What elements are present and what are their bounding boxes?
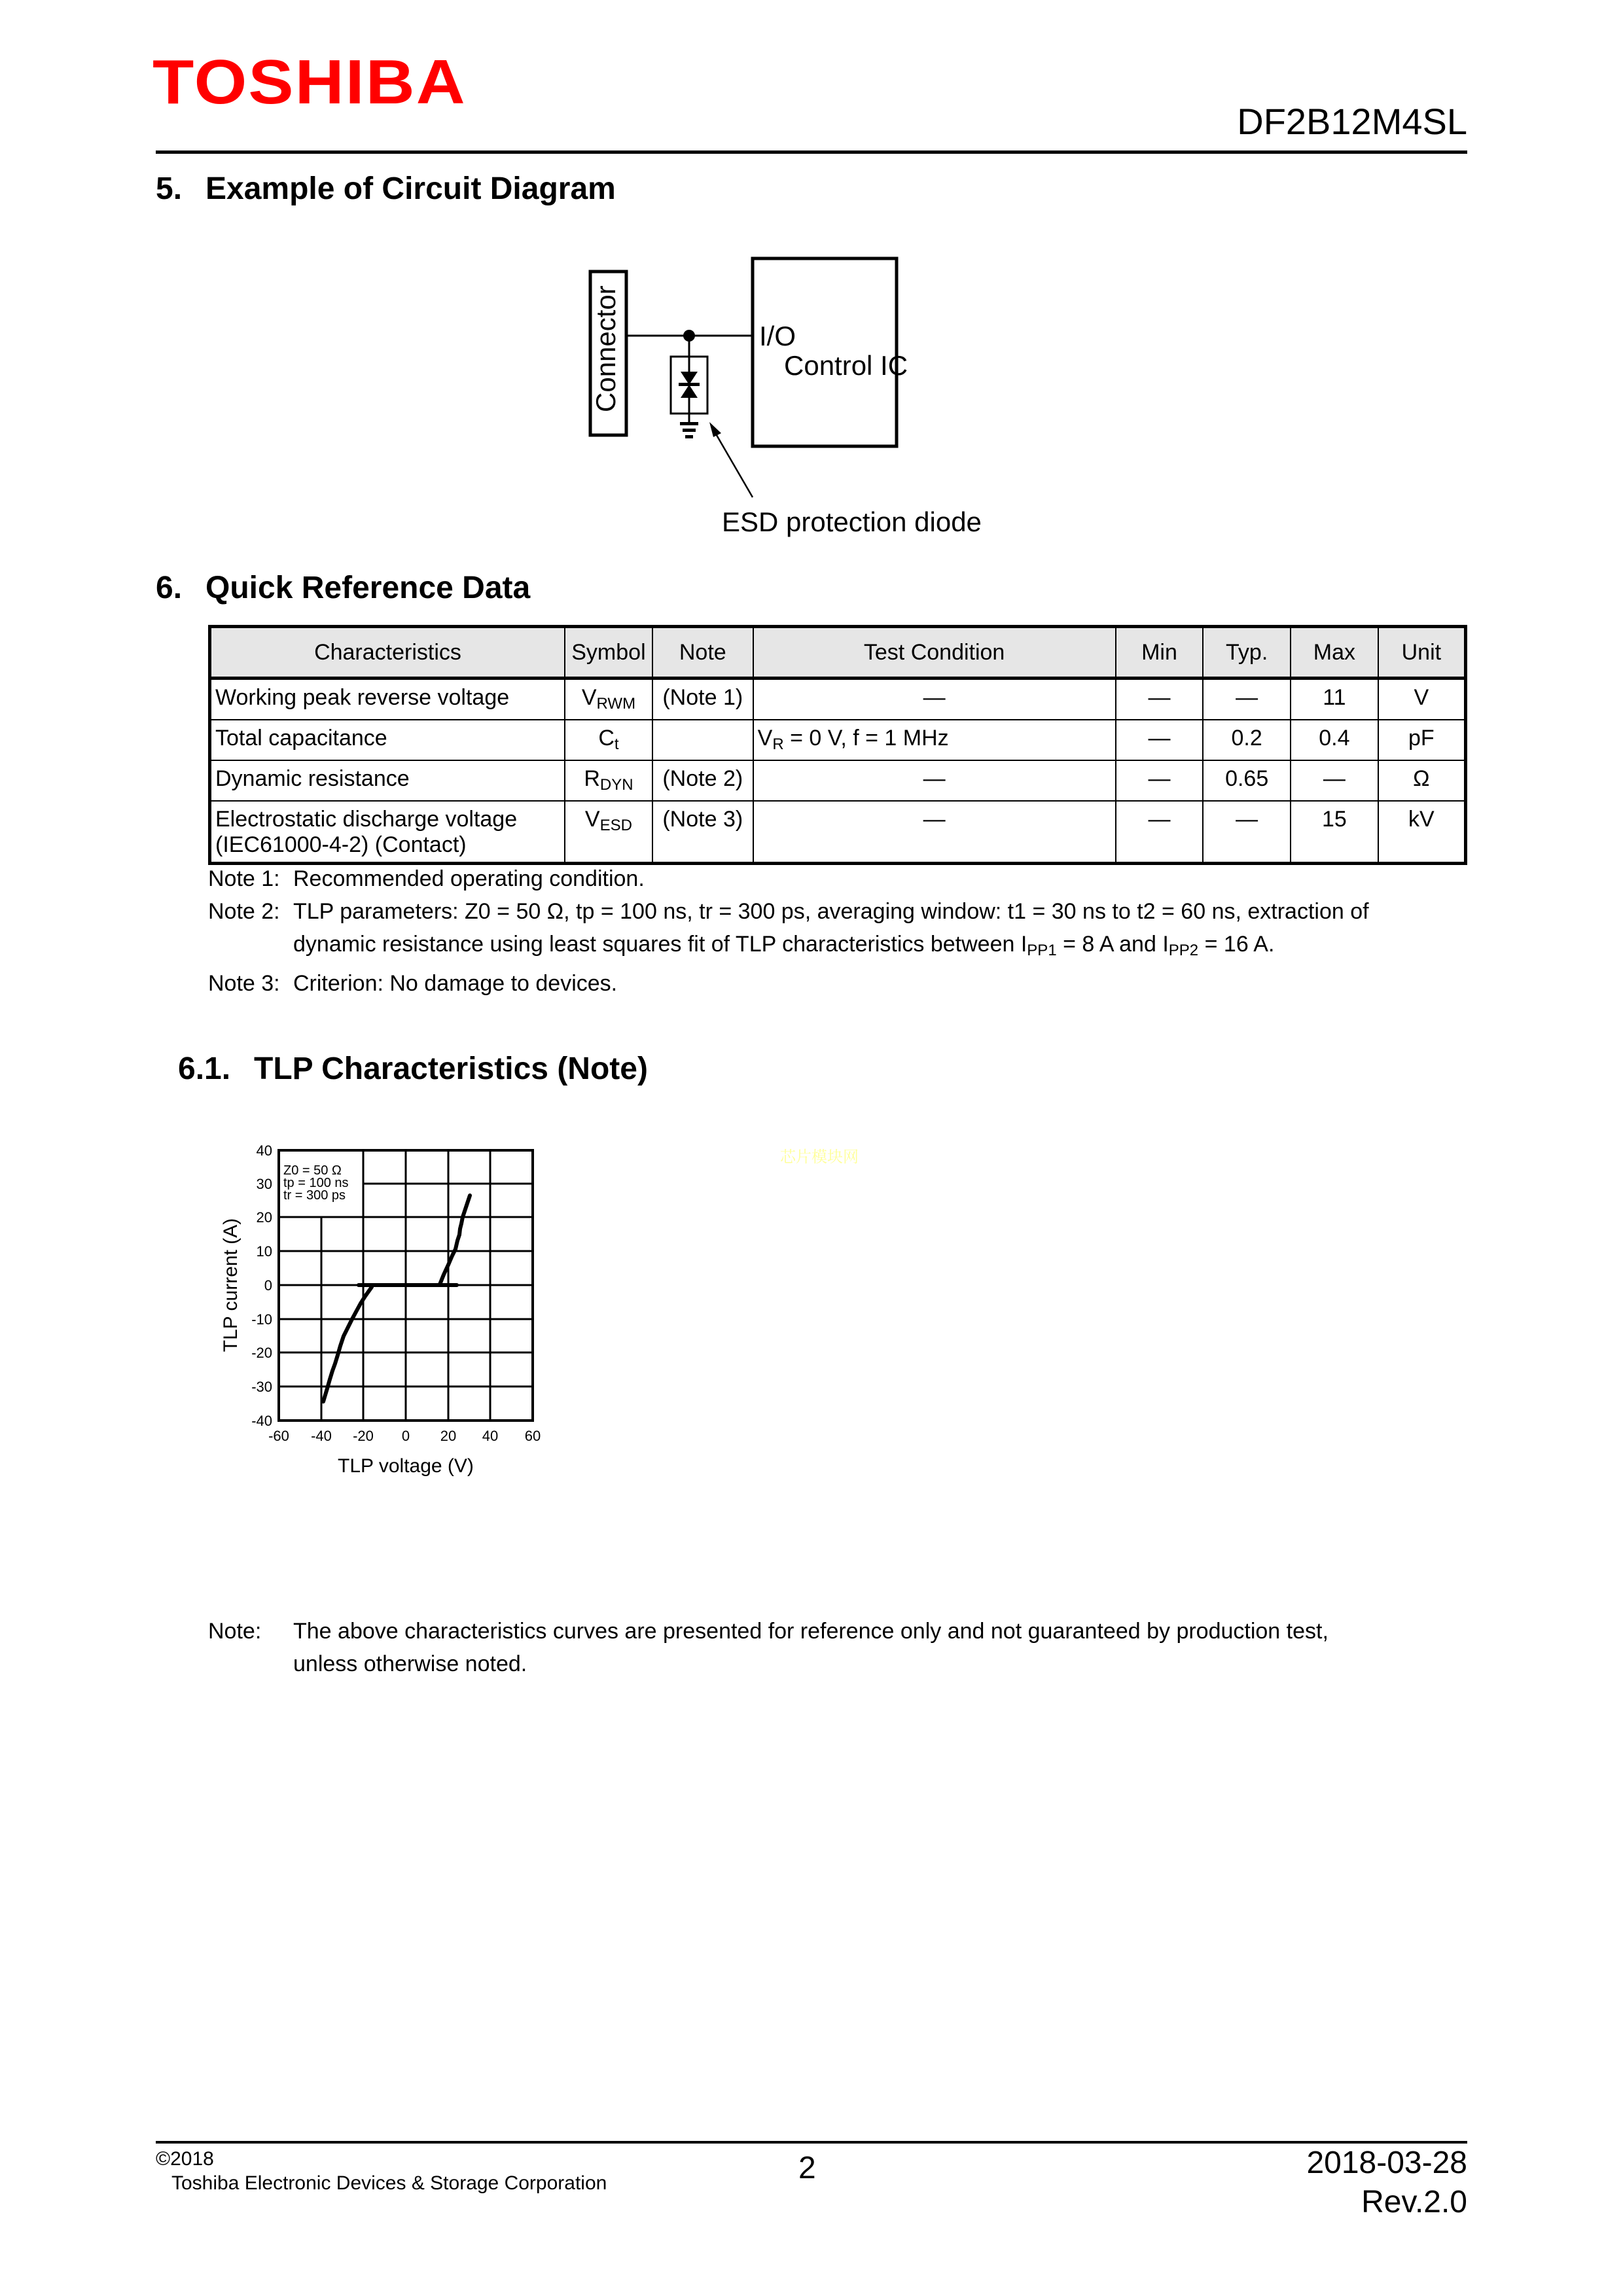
typ-cell: — (1203, 801, 1291, 864)
y-tick-labels (251, 1142, 272, 1429)
page-number: 2 (798, 2151, 816, 2185)
max-cell: — (1291, 760, 1378, 801)
svg-text:20: 20 (256, 1209, 272, 1226)
note-cell (652, 720, 753, 760)
section-number: 6.1. (178, 1051, 231, 1086)
svg-text:-40: -40 (251, 1413, 272, 1429)
quick-reference-table (208, 625, 1467, 865)
section-title: Example of Circuit Diagram (205, 171, 616, 206)
characteristic-cell: Working peak reverse voltage (210, 679, 565, 720)
x-tick-labels (268, 1428, 541, 1444)
series-positive (440, 1195, 470, 1284)
note-cell: (Note 1) (652, 679, 753, 720)
series-negative (323, 1287, 372, 1402)
svg-text:40: 40 (256, 1142, 272, 1159)
section-6-heading (156, 573, 530, 604)
table-row (210, 720, 1466, 760)
svg-text:20: 20 (440, 1428, 457, 1444)
unit-cell: V (1378, 679, 1466, 720)
svg-text:-20: -20 (353, 1428, 374, 1444)
column-header: Symbol (565, 627, 652, 679)
chart-annotation (283, 1163, 349, 1203)
x-axis-label: TLP voltage (V) (338, 1455, 474, 1477)
condition-cell: $V_R = 0$ V, f = 1 MHz (753, 720, 1116, 760)
bidirectional-diode-icon (679, 372, 700, 398)
table-row (210, 679, 1466, 720)
note-3: Note 3: Criterion: No damage to devices. (208, 971, 618, 996)
tlp-characteristics-chart (216, 1125, 772, 1597)
svg-text:tr = 300 ps: tr = 300 ps (283, 1188, 346, 1203)
svg-text:0: 0 (264, 1277, 272, 1294)
unit-cell: pF (1378, 720, 1466, 760)
svg-text:tp = 100 ns: tp = 100 ns (283, 1176, 349, 1190)
svg-text:-10: -10 (251, 1311, 272, 1328)
svg-text:60: 60 (524, 1428, 541, 1444)
footnote-text-continued: unless otherwise noted. (293, 1651, 527, 1676)
arrow-head-icon (709, 422, 721, 437)
column-header: Max (1291, 627, 1378, 679)
section-title: TLP Characteristics (Note) (254, 1051, 648, 1086)
company-name: Toshiba Electronic Devices & Storage Corporation (171, 2172, 607, 2194)
unit-cell: Ω (1378, 760, 1466, 801)
y-axis-label: TLP current (A) (220, 1218, 241, 1352)
header-divider (156, 150, 1467, 154)
max-cell: 15 (1291, 801, 1378, 864)
note-1: Note 1: Recommended operating condition. (208, 866, 645, 891)
symbol-cell: $R_{DYN}$ (565, 760, 652, 801)
column-header: Test Condition (753, 627, 1116, 679)
section-6-1-heading (178, 1053, 648, 1085)
document-date: 2018-03-28 (1306, 2146, 1467, 2180)
column-header: Characteristics (210, 627, 565, 679)
chart-footnote (208, 1615, 1471, 1680)
symbol-cell: $V_{RWM}$ (565, 679, 652, 720)
svg-text:-30: -30 (251, 1379, 272, 1395)
io-label: I/O (759, 321, 796, 351)
unit-cell: kV (1378, 801, 1466, 864)
column-header: Unit (1378, 627, 1466, 679)
max-cell: 0.4 (1291, 720, 1378, 760)
table-row (210, 760, 1466, 801)
section-5-heading (156, 173, 616, 205)
min-cell: — (1116, 760, 1204, 801)
note-2: Note 2: TLP parameters: Z0 = 50 Ω, tp = 100 ns, tr = 300 ps, averaging window: t1 = 30 ns to t2 = 60 ns, extraction of (208, 899, 1369, 924)
typ-cell: 0.65 (1203, 760, 1291, 801)
arrow-line (712, 427, 753, 497)
column-header: Typ. (1203, 627, 1291, 679)
revision: Rev.2.0 (1361, 2185, 1467, 2219)
section-title: Quick Reference Data (205, 571, 531, 605)
control-ic-label: Control IC (784, 350, 908, 381)
svg-text:30: 30 (256, 1176, 272, 1192)
footnote-label: Note: (208, 1619, 262, 1644)
table-header-row (210, 627, 1466, 679)
section-number: 5. (156, 171, 183, 206)
note-cell: (Note 3) (652, 801, 753, 864)
part-number: DF2B12M4SL (1237, 101, 1467, 142)
table-notes (208, 862, 1471, 1000)
circuit-diagram (576, 242, 1113, 556)
watermark: 芯片模块网 (780, 1148, 859, 1166)
svg-text:Z0 = 50 Ω: Z0 = 50 Ω (283, 1163, 342, 1178)
footer-divider (156, 2141, 1467, 2144)
symbol-cell: $C_t$ (565, 720, 652, 760)
note-2-continued: dynamic resistance using least squares fit of TLP characteristics between $I_{PP1} = 8$ A and $I_{PP2} = 16$ A. (293, 932, 1275, 959)
symbol-cell: $V_{ESD}$ (565, 801, 652, 864)
svg-text:-40: -40 (311, 1428, 332, 1444)
footnote-text: The above characteristics curves are presented for reference only and not guaranteed by production test, (293, 1619, 1329, 1644)
connector-label: Connector (590, 285, 621, 412)
note-cell: (Note 2) (652, 760, 753, 801)
svg-text:-60: -60 (268, 1428, 289, 1444)
condition-cell: — (753, 801, 1116, 864)
svg-text:40: 40 (482, 1428, 499, 1444)
column-header: Note (652, 627, 753, 679)
svg-text:0: 0 (401, 1428, 410, 1444)
column-header: Min (1116, 627, 1204, 679)
typ-cell: — (1203, 679, 1291, 720)
min-cell: — (1116, 801, 1204, 864)
svg-text:-20: -20 (251, 1345, 272, 1361)
condition-cell: — (753, 760, 1116, 801)
svg-text:10: 10 (256, 1243, 272, 1260)
characteristic-cell: Electrostatic discharge voltage (IEC61000-4-2) (Contact) (210, 801, 565, 864)
characteristic-cell: Total capacitance (210, 720, 565, 760)
table-row (210, 801, 1466, 864)
characteristic-cell: Dynamic resistance (210, 760, 565, 801)
toshiba-logo: TOSHIBA (152, 47, 467, 117)
min-cell: — (1116, 679, 1204, 720)
typ-cell: 0.2 (1203, 720, 1291, 760)
max-cell: 11 (1291, 679, 1378, 720)
section-number: 6. (156, 571, 183, 605)
esd-diode-label: ESD protection diode (722, 506, 982, 537)
min-cell: — (1116, 720, 1204, 760)
ground-icon (680, 422, 698, 438)
condition-cell: — (753, 679, 1116, 720)
copyright: ©2018 (156, 2148, 214, 2170)
